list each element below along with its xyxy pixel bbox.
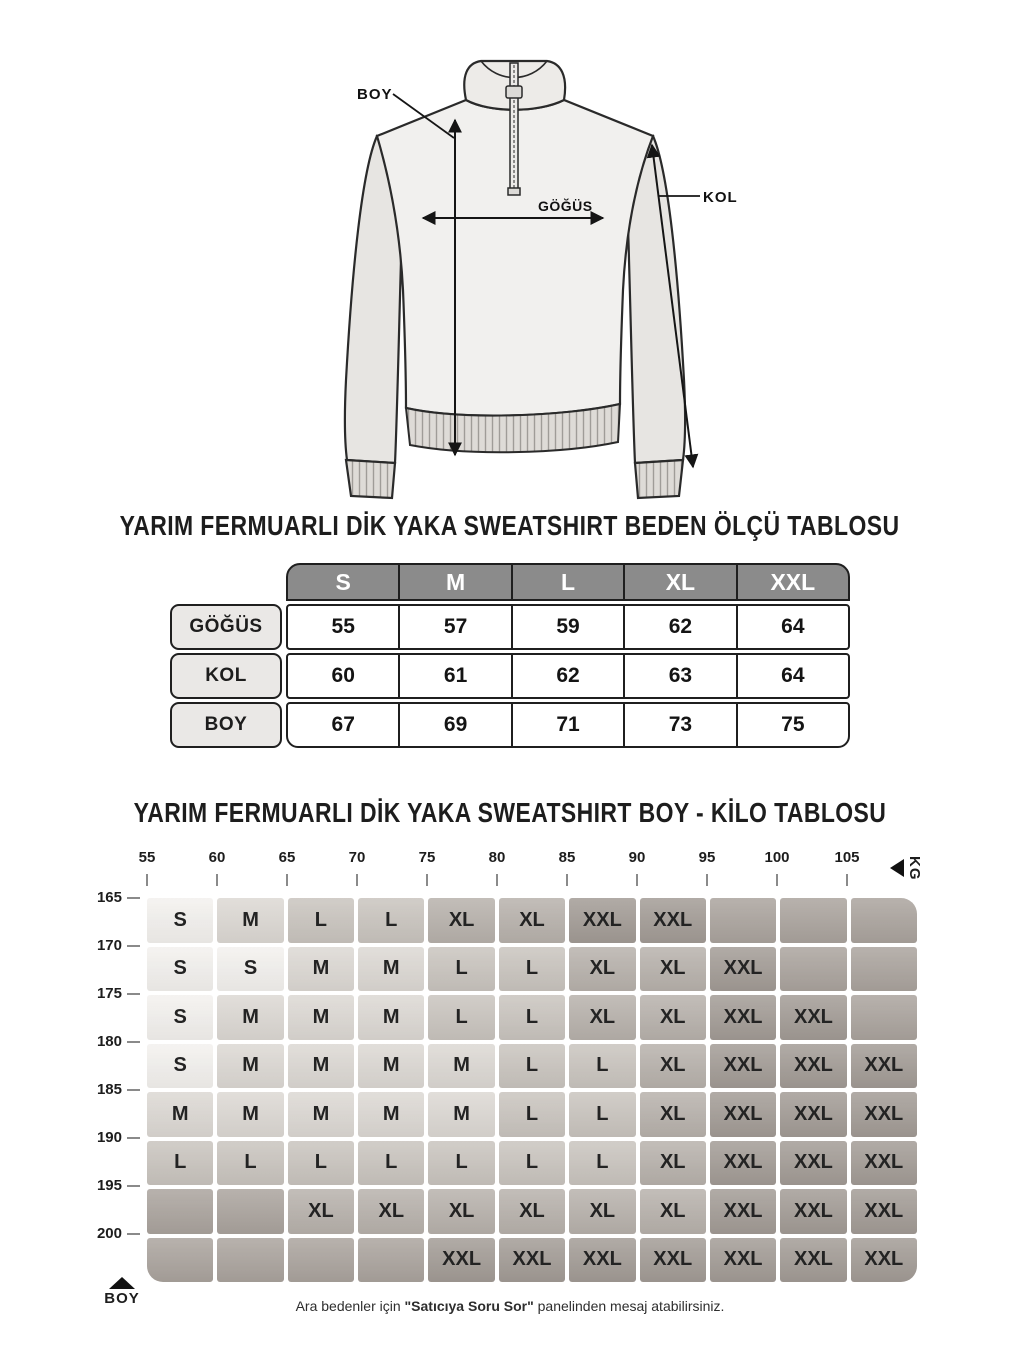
hw-size-cell: L [499,1141,565,1186]
size-table-row-values [286,653,850,699]
hw-size-cell: L [499,995,565,1040]
hw-size-cell: XL [640,947,706,992]
hw-size-cell: XXL [499,1238,565,1283]
hw-size-cell: M [217,898,283,943]
hw-size-cell: XL [569,995,635,1040]
boy-arrow-icon [109,1277,135,1289]
hw-size-cell: XXL [851,1044,917,1089]
hw-size-cell: L [147,1141,213,1186]
size-table-column-header: XXL [736,565,848,599]
hw-empty-cell [851,898,917,943]
hw-size-cell: M [217,1092,283,1137]
size-table-cell: 57 [398,606,510,648]
footer-note [0,1298,1020,1314]
height-tick [127,1041,140,1043]
height-tick [127,1185,140,1187]
hw-size-cell: XL [640,1189,706,1234]
hw-size-cell: S [147,995,213,1040]
size-table-cell: 71 [511,704,623,746]
height-tick-label: 190 [96,1129,122,1146]
kg-tick-label: 80 [488,849,506,866]
hw-size-cell: XL [499,898,565,943]
kg-tick-label: 65 [278,849,296,866]
hw-size-cell: XL [288,1189,354,1234]
hw-size-cell: XL [640,1141,706,1186]
hw-size-cell: XXL [640,1238,706,1283]
hw-size-cell: M [358,995,424,1040]
hw-size-cell: M [217,995,283,1040]
kg-tick-label: 55 [138,849,156,866]
hw-empty-cell [147,1238,213,1283]
hw-size-cell: M [288,947,354,992]
hw-size-cell: XXL [710,947,776,992]
height-tick [127,1233,140,1235]
size-table-cell: 61 [398,655,510,697]
hw-size-cell: XL [428,1189,494,1234]
kg-tick-label: 105 [834,849,860,866]
kol-measure-label: KOL [703,189,738,206]
hw-empty-cell [851,947,917,992]
size-table-cell: 60 [331,664,355,687]
hw-empty-cell [710,898,776,943]
height-tick-label: 185 [96,1081,122,1098]
height-tick-label: 180 [96,1033,122,1050]
hw-size-cell: M [428,1044,494,1089]
height-tick-label: 175 [96,985,122,1002]
kg-tick [426,874,428,886]
kg-tick-label: 60 [208,849,226,866]
hw-size-cell: L [428,995,494,1040]
kg-arrow-icon [890,859,904,877]
hw-size-cell: XXL [851,1189,917,1234]
hw-size-cell: M [288,1092,354,1137]
hw-size-cell: XXL [428,1238,494,1283]
hw-empty-cell [780,947,846,992]
hw-size-cell: XXL [710,1044,776,1089]
hw-size-cell: XXL [851,1238,917,1283]
kg-tick-label: 100 [764,849,790,866]
size-table-header [286,563,850,601]
hw-size-cell: L [288,1141,354,1186]
size-table-cell: 75 [736,704,848,746]
size-table-rows [170,604,850,748]
size-table-row-label: KOL [170,653,282,699]
hw-size-cell: XXL [569,898,635,943]
size-table-cell: 59 [511,606,623,648]
hw-size-cell: L [428,947,494,992]
hw-size-cell: L [569,1044,635,1089]
hw-size-cell: L [358,1141,424,1186]
hw-size-cell: S [147,947,213,992]
size-table-row-values [286,702,850,748]
size-table-cell: 64 [736,655,848,697]
hw-empty-cell [288,1238,354,1283]
hw-size-cell: XL [569,947,635,992]
hw-size-cell: XXL [780,1092,846,1137]
size-table-cell: 55 [331,615,355,638]
size-table-column-header: L [511,565,623,599]
hw-empty-cell [358,1238,424,1283]
hw-empty-cell [147,1189,213,1234]
hw-empty-cell [217,1189,283,1234]
hw-size-cell: L [288,898,354,943]
hw-size-cell: M [217,1044,283,1089]
hw-size-cell: XXL [640,898,706,943]
footer-text-bold: "Satıcıya Soru Sor" [404,1298,534,1314]
hw-size-cell: S [147,898,213,943]
kg-tick [846,874,848,886]
hw-size-cell: L [499,947,565,992]
hw-size-cell: XL [640,995,706,1040]
kg-tick-label: 90 [628,849,646,866]
size-table-cell: 69 [398,704,510,746]
size-table-row [170,653,850,699]
size-table-column-header: XL [623,565,735,599]
hw-size-cell: XL [499,1189,565,1234]
hw-size-cell: XXL [710,1141,776,1186]
kg-tick [636,874,638,886]
hw-size-cell: XXL [710,1238,776,1283]
hw-size-cell: L [358,898,424,943]
hw-size-cell: S [217,947,283,992]
size-table-row-values [286,604,850,650]
kg-tick [706,874,708,886]
hw-size-cell: XXL [780,1141,846,1186]
hw-size-cell: L [499,1092,565,1137]
hw-size-cell: M [358,947,424,992]
kg-tick [356,874,358,886]
hw-size-cell: XL [358,1189,424,1234]
kg-tick [286,874,288,886]
hw-empty-cell [780,898,846,943]
height-tick [127,945,140,947]
height-tick [127,897,140,899]
size-table-row-label: GÖĞÜS [170,604,282,650]
footer-text-1: Ara bedenler için [295,1298,405,1314]
hw-size-cell: M [288,1044,354,1089]
kg-axis-label: KG [906,856,923,881]
height-tick [127,993,140,995]
size-table-column-header: S [335,568,351,595]
height-tick [127,1089,140,1091]
size-table-cell: 73 [623,704,735,746]
size-table-cell: 62 [511,655,623,697]
kg-axis-corner [890,856,923,881]
kg-tick-label: 70 [348,849,366,866]
hw-size-cell: XXL [780,1189,846,1234]
hw-empty-cell [851,995,917,1040]
hw-size-cell: M [358,1092,424,1137]
hw-size-cell: XL [428,898,494,943]
size-table-column-header: M [398,565,510,599]
hw-size-cell: L [499,1044,565,1089]
height-tick-label: 195 [96,1177,122,1194]
kg-tick-label: 95 [698,849,716,866]
height-tick-label: 200 [96,1225,122,1242]
kg-tick [776,874,778,886]
hw-size-cell: M [358,1044,424,1089]
footer-text-2: panelinden mesaj atabilirsiniz. [533,1298,725,1314]
kg-tick [146,874,148,886]
hw-size-cell: XXL [710,995,776,1040]
kg-tick-label: 85 [558,849,576,866]
hw-size-cell: XL [640,1044,706,1089]
hw-empty-cell [217,1238,283,1283]
size-table [170,563,850,751]
hw-size-cell: S [147,1044,213,1089]
hw-size-cell: XXL [780,1044,846,1089]
size-table-row [170,702,850,748]
hw-size-cell: L [569,1141,635,1186]
size-table-cell: 67 [331,713,355,736]
size-table-row [170,604,850,650]
hw-size-cell: M [147,1092,213,1137]
kg-tick-label: 75 [418,849,436,866]
height-weight-table-title: YARIM FERMUARLI DİK YAKA SWEATSHIRT BOY - KİLO TABLOSU [133,797,887,828]
kg-tick [496,874,498,886]
kg-tick [566,874,568,886]
hw-size-cell: XL [569,1189,635,1234]
hw-size-cell: XXL [851,1141,917,1186]
hw-size-cell: XXL [569,1238,635,1283]
gogus-measure-label: GÖĞÜS [538,198,593,214]
height-tick [127,1137,140,1139]
size-table-title: YARIM FERMUARLI DİK YAKA SWEATSHIRT BEDEN ÖLÇÜ TABLOSU [120,510,900,541]
boy-measure-label: BOY [357,86,393,103]
height-weight-grid [147,898,917,1282]
hw-size-cell: XXL [851,1092,917,1137]
hw-size-cell: XXL [710,1189,776,1234]
sweatshirt-diagram [300,50,780,510]
size-table-cell: 64 [736,606,848,648]
size-table-cell: 62 [623,606,735,648]
hw-size-cell: L [428,1141,494,1186]
height-tick-label: 170 [96,937,122,954]
hw-size-cell: L [217,1141,283,1186]
size-table-cell: 63 [623,655,735,697]
height-tick-label: 165 [96,889,122,906]
hw-size-cell: XXL [780,1238,846,1283]
hw-size-cell: L [569,1092,635,1137]
boy-axis-label: BOY [104,1290,140,1307]
kg-tick [216,874,218,886]
hw-size-cell: M [288,995,354,1040]
hw-size-cell: XL [640,1092,706,1137]
hw-size-cell: M [428,1092,494,1137]
size-table-row-label: BOY [170,702,282,748]
hw-size-cell: XXL [780,995,846,1040]
hw-size-cell: XXL [710,1092,776,1137]
